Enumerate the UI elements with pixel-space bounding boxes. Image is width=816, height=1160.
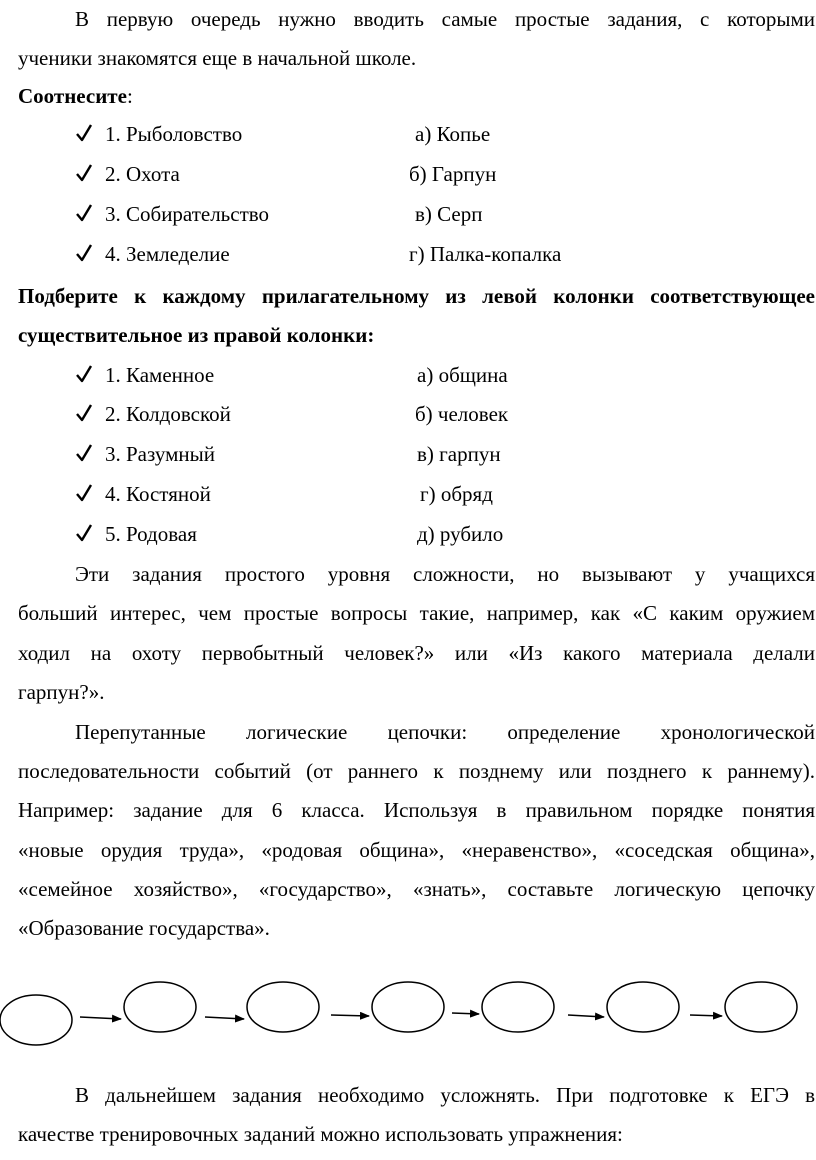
chain-oval xyxy=(482,982,554,1032)
paragraph1-line-4: гарпун?». xyxy=(18,680,105,704)
task1-left: 3. Собирательство xyxy=(105,202,270,226)
list-item xyxy=(75,361,815,389)
task2-left: 5. Родовая xyxy=(105,522,197,546)
chain-oval xyxy=(247,982,319,1032)
list-item xyxy=(75,240,815,268)
task1-right: в) Серп xyxy=(415,202,483,226)
list-item xyxy=(75,120,815,148)
checkmark-icon xyxy=(75,442,93,464)
list-item xyxy=(75,520,815,548)
task2-right: а) община xyxy=(417,363,508,387)
paragraph3-line-2: качестве тренировочных заданий можно использовать упражнения: xyxy=(18,1122,623,1146)
task2-right: г) обряд xyxy=(420,482,493,506)
paragraph3-line-1: В дальнейшем задания необходимо усложнять. При подготовке к ЕГЭ в xyxy=(75,1083,815,1107)
task2-right: б) человек xyxy=(415,402,509,426)
list-item xyxy=(75,480,815,508)
paragraph1-line-2: больший интерес, чем простые вопросы такие, например, как «С каким оружием xyxy=(18,601,815,625)
paragraph2-line-1: Перепутанные логические цепочки: определение хронологической xyxy=(75,720,815,744)
task2-left: 1. Каменное xyxy=(105,363,215,387)
checkmark-icon xyxy=(75,202,93,224)
checkmark-icon xyxy=(75,162,93,184)
chain-oval xyxy=(607,982,679,1032)
paragraph2-line-2: последовательности событий (от раннего к позднему или позднего к раннему). xyxy=(18,759,815,783)
task2-right: д) рубило xyxy=(417,522,504,546)
logical-chain-diagram xyxy=(0,975,816,1055)
task2-right: в) гарпун xyxy=(417,442,501,466)
list-item xyxy=(75,160,815,188)
chain-arrow xyxy=(331,1015,369,1016)
chain-arrow xyxy=(80,1017,121,1019)
chain-oval xyxy=(0,995,72,1045)
paragraph2-line-4: «новые орудия труда», «родовая община», «неравенство», «соседская община», xyxy=(18,838,815,862)
task1-title xyxy=(18,82,815,110)
list-item xyxy=(75,440,815,468)
chain-arrow xyxy=(205,1017,244,1019)
list-item xyxy=(75,400,815,428)
checkmark-icon xyxy=(75,363,93,385)
paragraph2-line-5: «семейное хозяйство», «государство», «знать», составьте логическую цепочку xyxy=(18,877,815,901)
chain-oval xyxy=(124,982,196,1032)
task1-title-text: Соотнесите xyxy=(18,84,127,108)
chain-arrow xyxy=(568,1015,604,1017)
checkmark-icon xyxy=(75,122,93,144)
paragraph2-line-3: Например: задание для 6 класса. Используя в правильном порядке понятия xyxy=(18,798,815,822)
task2-left: 3. Разумный xyxy=(105,442,215,466)
task1-title-colon: : xyxy=(126,84,133,108)
chain-oval xyxy=(372,982,444,1032)
task1-left: 1. Рыболовство xyxy=(105,122,243,146)
checkmark-icon xyxy=(75,402,93,424)
task1-left: 2. Охота xyxy=(105,162,180,186)
paragraph2-line-6: «Образование государства». xyxy=(18,916,270,940)
checkmark-icon xyxy=(75,242,93,264)
checkmark-icon xyxy=(75,482,93,504)
checkmark-icon xyxy=(75,522,93,544)
chain-arrow xyxy=(452,1013,479,1014)
paragraph1-line-1: Эти задания простого уровня сложности, но вызывают у учащихся xyxy=(75,562,815,586)
chain-arrow xyxy=(690,1015,722,1016)
list-item xyxy=(75,200,815,228)
task1-right: г) Палка-копалка xyxy=(409,242,562,266)
task2-left: 2. Колдовской xyxy=(105,402,231,426)
task2-title-line-2: существительное из правой колонки: xyxy=(18,323,375,347)
task2-title-line-1: Подберите к каждому прилагательному из левой колонки соответствующее xyxy=(18,284,815,308)
intro-line-2: ученики знакомятся еще в начальной школе. xyxy=(18,46,417,70)
task2-left: 4. Костяной xyxy=(105,482,211,506)
task1-left: 4. Земледелие xyxy=(105,242,230,266)
intro-line-1: В первую очередь нужно вводить самые простые задания, с которыми xyxy=(75,7,815,31)
task1-right: б) Гарпун xyxy=(409,162,497,186)
chain-oval xyxy=(725,982,797,1032)
paragraph1-line-3: ходил на охоту первобытный человек?» или «Из какого материала делали xyxy=(18,641,815,665)
task1-right: а) Копье xyxy=(415,122,491,146)
